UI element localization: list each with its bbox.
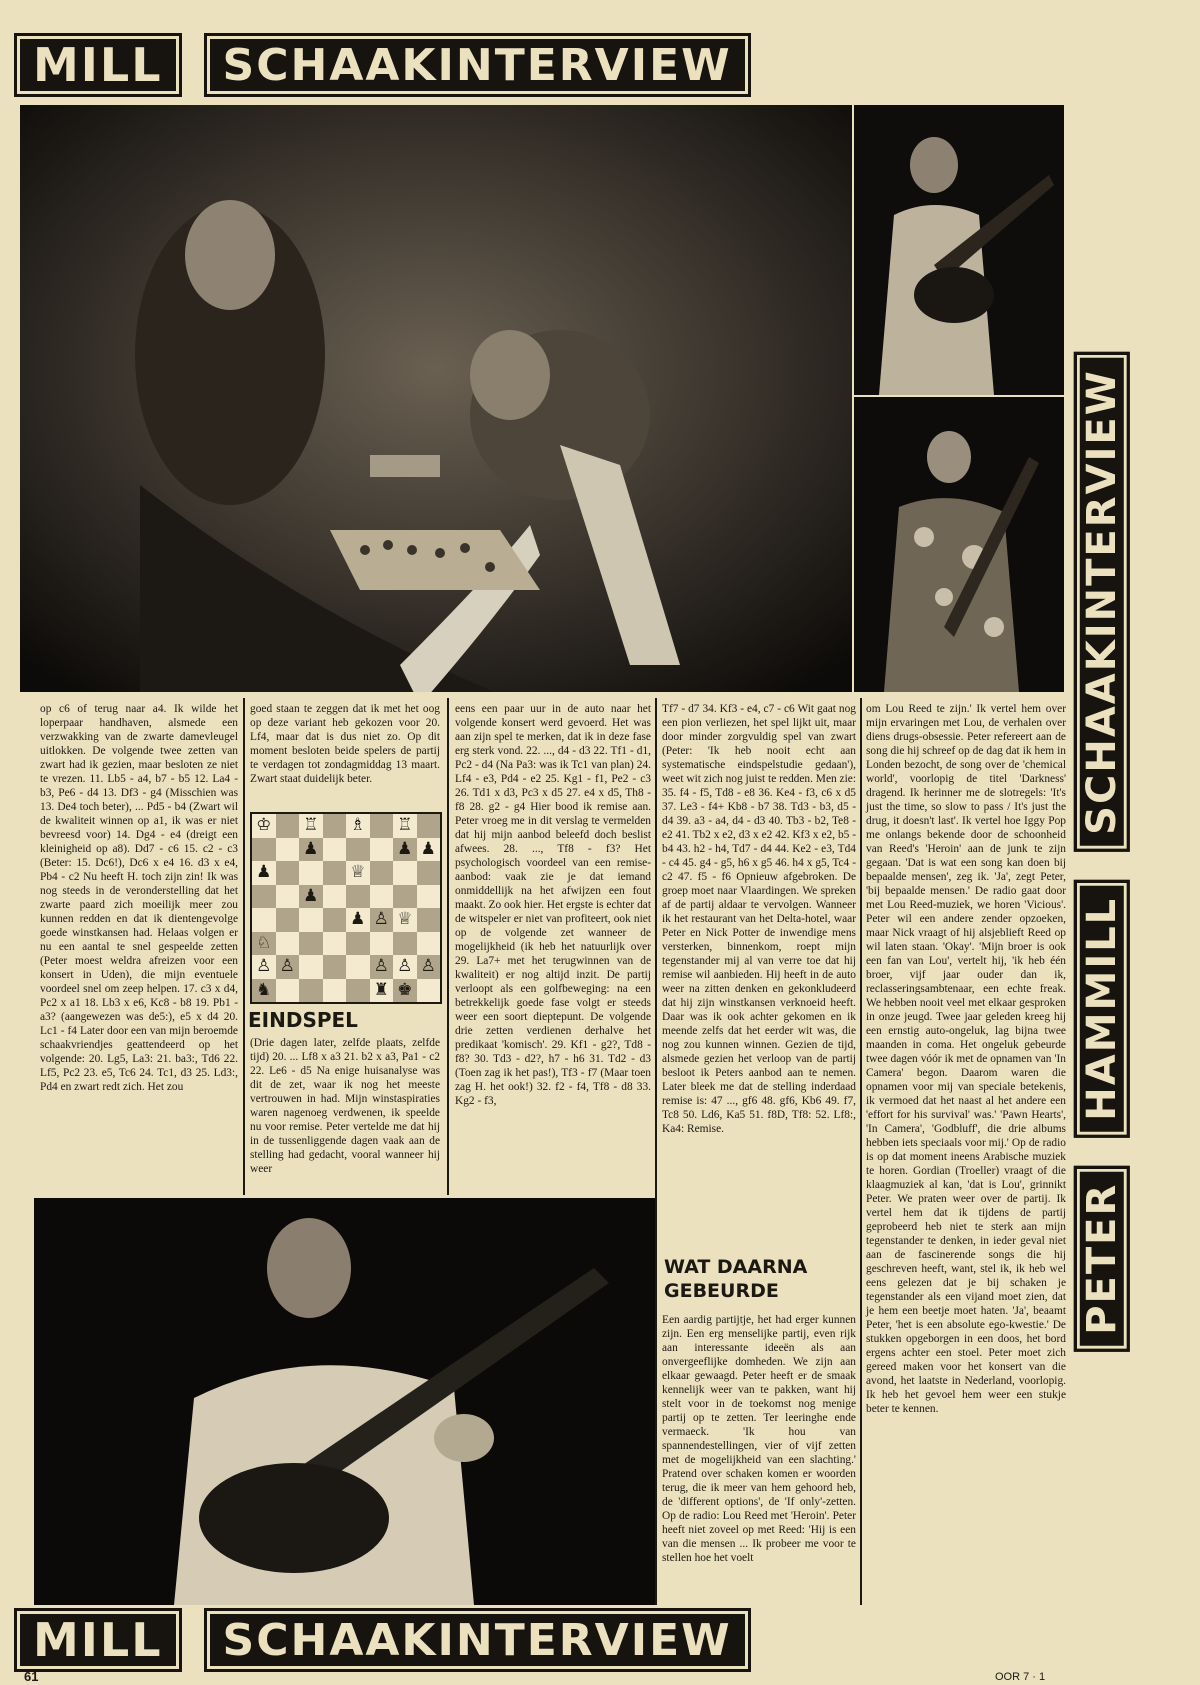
- article-text: Tf7 - d7 34. Kf3 - e4, c7 - c6 Wit gaat nog een pion verliezen, het spel lijkt uit, maar door minder zorgvuldig spel van zwart (Peter: 'Ik heb nooit echt aan systematische eindspelstudie gedaan'), weet wit zich nog juist te redden. Men zie: 35. f4 - f5, Td8 - e8 36. Ke4 - f3, c6 x d5 37. Le3 - f4+ Kb8 - b7 38. Td3 - b3, d5 - d4 39. a3 - a4, d4 - d3 40. Tb3 - b2, Te8 - e2 41. Tb2 x e2, d3 x e2 42. Kf3 x e2, b5 - b4 43. h2 - h4, Td7 - d4 44. Ke2 - e3, Td4 - c4 45. g4 - g5, h6 x g5 46. h4 x g5, Tc4 - c2 47. f5 - f6 Opnieuw afgebroken. De groep moet naar Vlaardingen. We spreken af de partij aldaar te vervolgen. Wanneer ik het restaurant van het Delta-hotel, waar Peter en Nick Potter de inwendige mens versterken, binnenkom, roept mijn tegenstander mij al van verre toe dat hij remise wil aanbieden. Hij heeft in de auto weer na zitten denken en gekonkludeerd dat hij zijn winstkansen verknoeid heeft. Daar was ik ook achter gekomen en ik meende zelfs dat het eerder wit was, die nog zou kunnen winnen. Gezien de tijd, alsmede gezien het verloop van de partij besloot ik Peters aanbod aan te nemen. Later bleek me dat de stelling inderdaad remise is: 47 ..., gf6 48. gf6, Kb6 49. f7, Tc8 50. Ld6, Ka5 51. f8D, Tf8: 52. Lf8:, Ka4: Remise.: [662, 703, 856, 1135]
- banner-word-mill: MILL: [14, 1608, 182, 1672]
- eindspel-label: EINDSPEL: [248, 1008, 358, 1032]
- article-column-2: [250, 702, 440, 786]
- board-square: ♙: [252, 955, 276, 979]
- vbanner-word-hammill: HAMMILL: [1074, 879, 1130, 1137]
- board-square: [299, 955, 323, 979]
- column-rule: [243, 698, 245, 1195]
- board-square: ♟: [346, 908, 370, 932]
- board-square: ♗: [346, 814, 370, 838]
- board-square: [370, 814, 394, 838]
- footer-issue: OOR 7 · 1: [995, 1671, 1046, 1683]
- board-square: [323, 885, 347, 909]
- board-square: ♟: [299, 838, 323, 862]
- board-square: [299, 932, 323, 956]
- board-square: ♖: [299, 814, 323, 838]
- board-square: [276, 979, 300, 1003]
- board-square: [417, 814, 441, 838]
- board-square: [370, 861, 394, 885]
- board-square: [276, 908, 300, 932]
- article-column-1: [40, 702, 238, 1094]
- board-square: ♞: [252, 979, 276, 1003]
- board-square: [370, 838, 394, 862]
- board-square: [323, 908, 347, 932]
- board-square: [323, 838, 347, 862]
- board-square: ♘: [252, 932, 276, 956]
- bottom-banner: [14, 1605, 1200, 1675]
- board-square: ♟: [299, 885, 323, 909]
- board-square: [393, 861, 417, 885]
- board-square: [299, 908, 323, 932]
- article-text: om Lou Reed te zijn.' Ik vertel hem over mijn ervaringen met Lou, de verhalen over diens drugs-obsessie. Peter refereert aan de song die hij schreef op de dag dat ik hem in Londen bezocht, de song over de 'chemical world', voorlopig de titel 'Darkness' dragend. Ik herinner me de slotregels: 'It's just the time, so slow to pass / It's just the drug, it doesn't last'. Ik vertel hoe Iggy Pop me onlangs bekende door de schoonheid van Reed's 'Heroin' aan de junk te zijn gegaan. 'Dat is wat een song kan doen bij bepaalde mensen', zeg ik. 'Ja', zegt Peter, 'bij bepaalde mensen.' De radio gaat door met Lou Reed-muziek, we horen 'Vicious'. Peter wil een andere zender opzoeken, maar Nick vraagt of hij alsjeblieft Reed op wil laten staan. 'Okay'. 'Mijn broer is ook een fan van Lou', vertelt hij, 'ik heb één broer, vijf jaar ouder dan ik, reclasseringsambtenaar, een echte freak. We hebben nooit veel met elkaar gesproken in onze jeugd. Twee jaar geleden kreeg hij een ernstig auto-ongeluk, lag bijna twee maanden in coma. Het ongeluk gebeurde twee dagen vóór ik met de opnamen van 'In Camera' begon. Daarom waren die opnamen voor mij van speciale betekenis, ik vermoed dat het naast al het andere een 'effort for his survival' was.' 'Pawn Hearts', 'In Camera', 'Godbluff', die drie albums hebben iets speciaals voor mij.' Op de radio is op dat moment ineens Arabische muziek te horen. Gordian (Troeller) vraagt of die klaagmuziek al kan, 'dat is Lou', grinnikt Peter. We praten weer over de partij. Ik vertel hem dat ik tijdens de partij geprobeerd heb niet te sterk aan mijn tegenstander te denken, in ieder geval niet aan de fascinerende songs die hij geschreven heeft, want, stel ik, ik heb wel eens gelezen dat je bij schaken je tegenstander als een vijand moet zien, dat je hem een beetje moet haten. 'Ja', beaamt Peter, 'het is een absolute ego-kwestie.' De stukken opgeborgen in een doos, het bord ergens achter een stoel. Peter moet zich gereed maken voor het konsert van die avond, het laatste in Nederland, voorlopig. Ik heb het gevoel hem weer een stukje beter te kennen.: [866, 703, 1066, 1415]
- board-square: [417, 979, 441, 1003]
- column-rule: [655, 698, 657, 1605]
- board-square: [370, 932, 394, 956]
- board-square: [299, 861, 323, 885]
- board-square: [417, 932, 441, 956]
- article-column-3: [455, 702, 651, 1108]
- board-square: [323, 861, 347, 885]
- article-text: goed staan te zeggen dat ik met het oog op deze variant heb gekozen voor 20. Lf4, maar dat is dus niet zo. Op dit moment besloten beide spelers de partij te verdagen tot zondagmiddag 13 maart. Zwart staat duidelijk beter.: [250, 703, 440, 785]
- board-square: [393, 885, 417, 909]
- board-square: ♙: [276, 955, 300, 979]
- subheading-line: WAT DAARNA: [664, 1256, 808, 1278]
- board-square: [417, 885, 441, 909]
- top-banner: [14, 30, 1200, 100]
- board-square: [252, 908, 276, 932]
- board-square: [323, 979, 347, 1003]
- photo-guitarist-top: [854, 105, 1064, 395]
- article-text: op c6 of terug naar a4. Ik wilde het loperpaar handhaven, alsmede een verzwakking van de zwarte damevleugel uitlokken. De volgende twee zetten van zwart had ik gezien, maar besloten ze niet te vrezen. 11. Lb5 - a4, b7 - b5 12. La4 - b3, Pe6 - d4 13. Df3 - g4 (Misschien was 13. De4 toch beter), ... Pd5 - b4 (Zwart wil de kwaliteit winnen op a1, ik was er niet bevreesd voor) 14. Dg4 - e4 (dreigt een kleinigheid op a8). Dd7 - c6 15. c2 - c3 (Beter: 15. Dc6!), Dc6 x e4 16. d3 x e4, Pb4 - c2 Nu heeft H. toch zijn zin! Ik was nog steeds in de veronderstelling dat het zwarte paard zich moeilijk meer zou kunnen redden en dat ik dientengevolge goede winstkansen had. Helaas volgen er nu een aantal te snel gespeelde zetten (Peter moest weldra afreizen voor een konsert in Uden), die mijn eventuele voordeel snel om zeep helpen. 17. c3 x d4, Pc2 x a1 18. Lb3 x e6, Kc8 - b8 19. Pb1 - a3? (aangewezen was de5:), e5 x d4 20. Lc1 - f4 Later door een van mijn beroemde schaakvriendjes geattendeerd op het volgende: 20. Lg5, La3: 21. ba3:, Td6 22. Lf5, Pc2 23. e5, Tc6 24. Tc1, d3 25. Ld3:, Pd4 en zwart redt zich. Het zou: [40, 703, 238, 1093]
- board-square: [346, 932, 370, 956]
- board-square: ♙: [417, 955, 441, 979]
- chess-board-diagram: [250, 812, 442, 1004]
- banner-word-mill: MILL: [14, 33, 182, 97]
- article-column-4: [662, 702, 856, 1136]
- subheading-line: GEBEURDE: [664, 1280, 779, 1302]
- column-rule: [860, 698, 862, 1605]
- photo-guitarist-middle: [854, 397, 1064, 692]
- board-square: [252, 838, 276, 862]
- vbanner-word-schaakinterview: SCHAAKINTERVIEW: [1074, 352, 1130, 852]
- banner-word-schaakinterview: SCHAAKINTERVIEW: [204, 33, 751, 97]
- board-square: [323, 932, 347, 956]
- board-square: [276, 861, 300, 885]
- board-square: ♟: [417, 838, 441, 862]
- board-square: ♔: [252, 814, 276, 838]
- board-square: [299, 979, 323, 1003]
- board-square: [276, 814, 300, 838]
- board-square: [276, 838, 300, 862]
- board-square: ♕: [393, 908, 417, 932]
- board-square: [346, 838, 370, 862]
- board-square: ♚: [393, 979, 417, 1003]
- board-square: [346, 979, 370, 1003]
- board-square: ♙: [370, 908, 394, 932]
- banner-word-schaakinterview: SCHAAKINTERVIEW: [204, 1608, 751, 1672]
- board-square: ♙: [370, 955, 394, 979]
- board-square: [323, 814, 347, 838]
- vertical-banner: [1072, 108, 1132, 1595]
- main-photo-chess-game: [20, 105, 852, 692]
- board-square: ♕: [346, 861, 370, 885]
- board-square: [417, 861, 441, 885]
- wat-daarna-gebeurde-heading: [664, 1255, 807, 1303]
- page-number: 61: [24, 1669, 39, 1684]
- board-square: [346, 955, 370, 979]
- article-column-5: [866, 702, 1066, 1416]
- article-text: Een aardig partijtje, het had erger kunnen zijn. Een erg menselijke partij, even rijk aan interessante ideeën als aan onvergeeflijke domheden. We zijn aan elkaar gewaagd. Peter heeft er de smaak kennelijk weer van te pakken, want hij stelt voor in de toekomst nog menige partij op te zetten. Ter leeringhe ende vermaeck. 'Ik hou van spannendestellingen, vier of vijf zetten met de mogelijkheid van een slachting.' Pratend over schaken komen er woorden terug, die ik meer van hem gehoord heb, de 'different options', de 'If only'-zetten. Op de radio: Lou Reed met 'Heroin'. Peter heeft niet zoveel op met Reed: 'Hij is een van die mensen ... Ik probeer me voor te stellen hoe het voelt: [662, 1314, 856, 1564]
- board-square: ♟: [393, 838, 417, 862]
- board-square: [276, 885, 300, 909]
- board-square: [346, 885, 370, 909]
- column-rule: [447, 698, 449, 1195]
- board-square: [417, 908, 441, 932]
- vbanner-word-peter: PETER: [1074, 1165, 1130, 1351]
- article-text: (Drie dagen later, zelfde plaats, zelfde tijd) 20. ... Lf8 x a3 21. b2 x a3, Pa1 - c2 22. Le6 - d5 Na enige huisanalyse was dit de zet, waar ik nog het meeste vertrouwen in had. Mijn winstaspiraties waren nagenoeg verdwenen, ik speelde nu voor remise. Peter vertelde me dat hij in de tussenliggende dagen vaak aan de stelling had gedacht, vooral wanneer hij weer: [250, 1037, 440, 1175]
- board-square: [370, 885, 394, 909]
- board-square: [252, 885, 276, 909]
- board-square: [323, 955, 347, 979]
- board-square: ♖: [393, 814, 417, 838]
- board-square: [276, 932, 300, 956]
- article-column-4-continued: [662, 1313, 856, 1565]
- article-text: eens een paar uur in de auto naar het volgende konsert werd gevoerd. Het was aan zijn spel te merken, dat ik in deze fase erg sterk vond. 22. ..., d4 - d3 22. Tf1 - d1, Pc2 - d4 (Na Pa3: was ik Tc1 van plan) 24. Lf4 - e3, Pd4 - e2 25. Kg1 - f1, Pe2 - c3 26. Td1 x d3, Pc3 x d5 27. e4 x d5, Th8 - f8 28. g2 - g4 Hier bood ik remise aan. Peter vroeg me in dit verslag te vermelden dat hij mijn aanbod beleefd doch beslist afwees. 28. ..., Tf8 - f3? Het psychologisch voordeel van een remise-aanbod: vaak zie je dat iemand onmiddellijk na het afwijzen een fout maakt. Zo ook hier. Het ergste is echter dat de witspeler er niet van profiteert, ook niet op de volgende zet wanneer de mogelijkheid (ik heb het natuurlijk over 29. La7+ met het terugwinnen van de kwaliteit) er nog altijd inzit. De partij verloopt als een golfbeweging: na een betrekkelijk goede fase volgt er steeds weer een soort dieptepunt. De volgende drie zetten verdienen derhalve het predikaat 'komisch'. 29. Kf1 - g2?, Td8 - f8? 30. Td3 - d2?, h7 - h6 31. Td2 - d3 (Toen zag ik het pas!), Tf3 - f7 (Maar toen zag H. het ook!) 32. f2 - f4, Tf8 - d8 33. Kg2 - f3,: [455, 703, 651, 1107]
- photo-guitarist-bottom: [34, 1198, 656, 1605]
- article-column-2-continued: [250, 1036, 440, 1176]
- board-square: ♜: [370, 979, 394, 1003]
- board-square: [393, 932, 417, 956]
- board-square: ♙: [393, 955, 417, 979]
- board-square: ♟: [252, 861, 276, 885]
